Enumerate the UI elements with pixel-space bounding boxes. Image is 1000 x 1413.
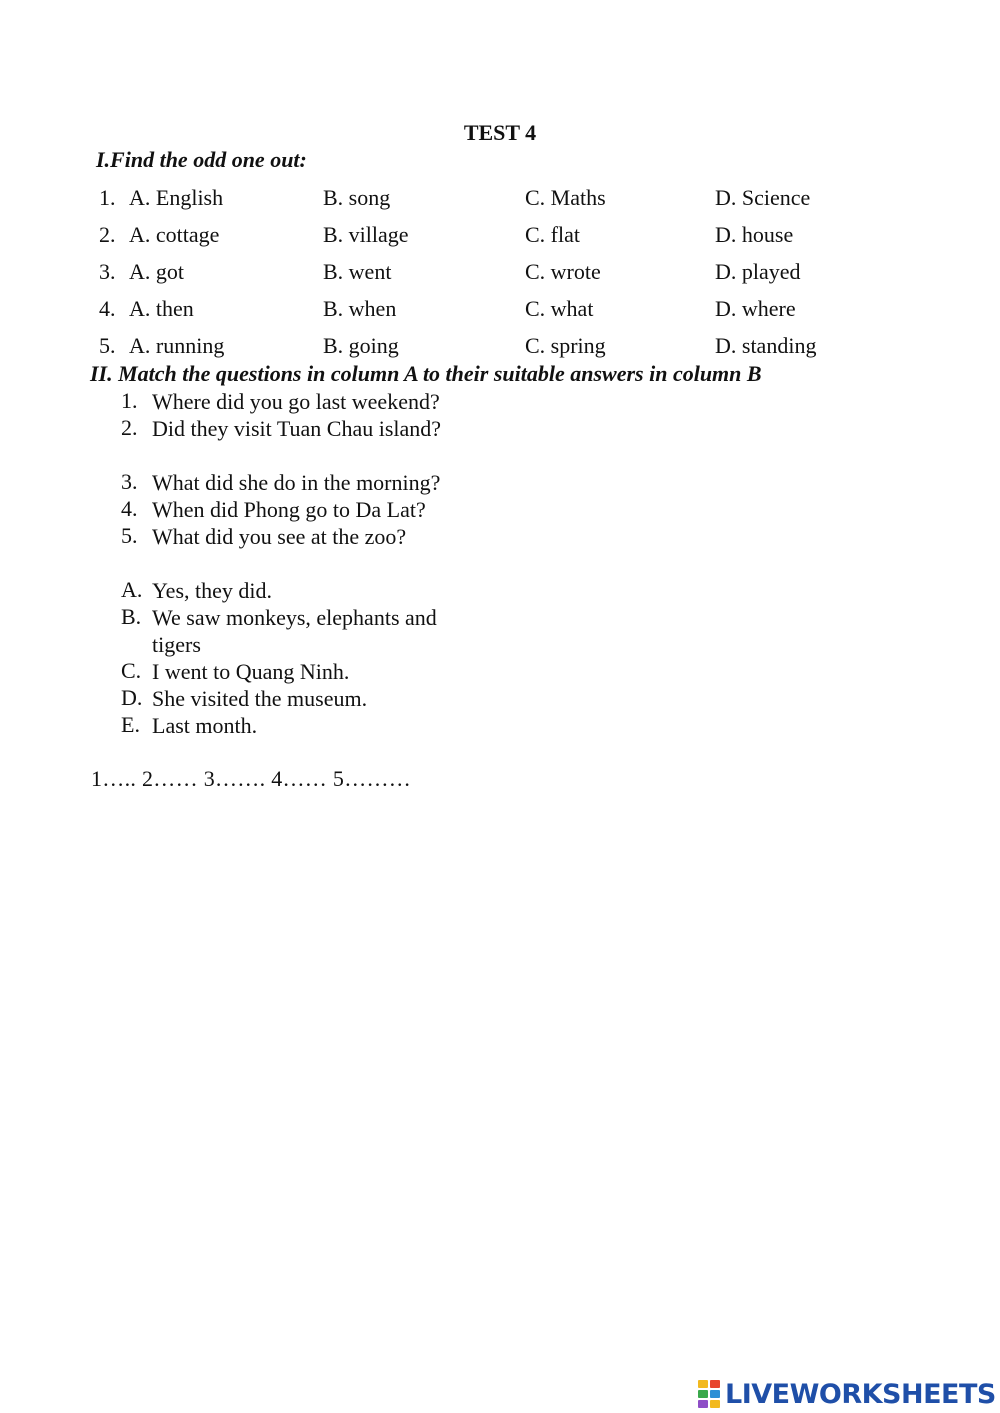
item-text: Last month. xyxy=(152,713,258,738)
section1-heading: I.Find the odd one out: xyxy=(96,147,307,172)
item-label: B. xyxy=(121,604,142,629)
option-a: A. cottage xyxy=(129,222,220,247)
item-label: D. xyxy=(121,685,143,710)
question-number: 5. xyxy=(99,333,116,358)
item-text: Did they visit Tuan Chau island? xyxy=(152,416,442,441)
option-c: C. wrote xyxy=(525,259,601,284)
option-b: B. went xyxy=(323,259,392,284)
option-b: B. going xyxy=(323,333,399,358)
item-label: C. xyxy=(121,658,142,683)
item-text: I went to Quang Ninh. xyxy=(152,659,350,684)
question-row xyxy=(0,259,1000,289)
item-text: We saw monkeys, elephants and tigers xyxy=(152,605,437,657)
item-label: 3. xyxy=(121,469,138,494)
option-d: D. house xyxy=(715,222,794,247)
item-label: 5. xyxy=(121,523,138,548)
question-row xyxy=(0,296,1000,326)
option-c: C. Maths xyxy=(525,185,606,210)
item-label: A. xyxy=(121,577,143,602)
item-label: 1. xyxy=(121,388,138,413)
item-label: E. xyxy=(121,712,140,737)
logo-text: LIVEWORKSHEETS xyxy=(725,1378,996,1410)
question-row xyxy=(0,222,1000,252)
question-row xyxy=(0,333,1000,363)
question-number: 4. xyxy=(99,296,116,321)
option-d: D. where xyxy=(715,296,796,321)
item-text: What did she do in the morning? xyxy=(152,470,441,495)
question-number: 2. xyxy=(99,222,116,247)
question-number: 1. xyxy=(99,185,116,210)
item-text: Yes, they did. xyxy=(152,578,273,603)
option-c: C. flat xyxy=(525,222,580,247)
item-text: When did Phong go to Da Lat? xyxy=(152,497,426,522)
option-d: D. Science xyxy=(715,185,811,210)
item-label: 2. xyxy=(121,415,138,440)
option-b: B. when xyxy=(323,296,397,321)
option-a: A. got xyxy=(129,259,184,284)
option-c: C. what xyxy=(525,296,594,321)
item-label: 4. xyxy=(121,496,138,521)
option-b: B. song xyxy=(323,185,391,210)
page-title: TEST 4 xyxy=(463,120,537,145)
option-a: A. running xyxy=(129,333,225,358)
option-a: A. English xyxy=(129,185,224,210)
option-d: D. standing xyxy=(715,333,817,358)
question-row xyxy=(0,185,1000,215)
option-b: B. village xyxy=(323,222,409,247)
option-a: A. then xyxy=(129,296,194,321)
question-number: 3. xyxy=(99,259,116,284)
answer-blanks: 1….. 2…… 3……. 4…… 5……… xyxy=(91,766,412,791)
option-d: D. played xyxy=(715,259,801,284)
option-c: C. spring xyxy=(525,333,606,358)
liveworksheets-logo xyxy=(698,1377,996,1411)
item-text: She visited the museum. xyxy=(152,686,368,711)
section2-heading: II. Match the questions in column A to their suitable answers in column B xyxy=(90,361,762,386)
logo-blocks-icon xyxy=(698,1380,722,1408)
item-text: Where did you go last weekend? xyxy=(152,389,440,414)
item-text: What did you see at the zoo? xyxy=(152,524,407,549)
